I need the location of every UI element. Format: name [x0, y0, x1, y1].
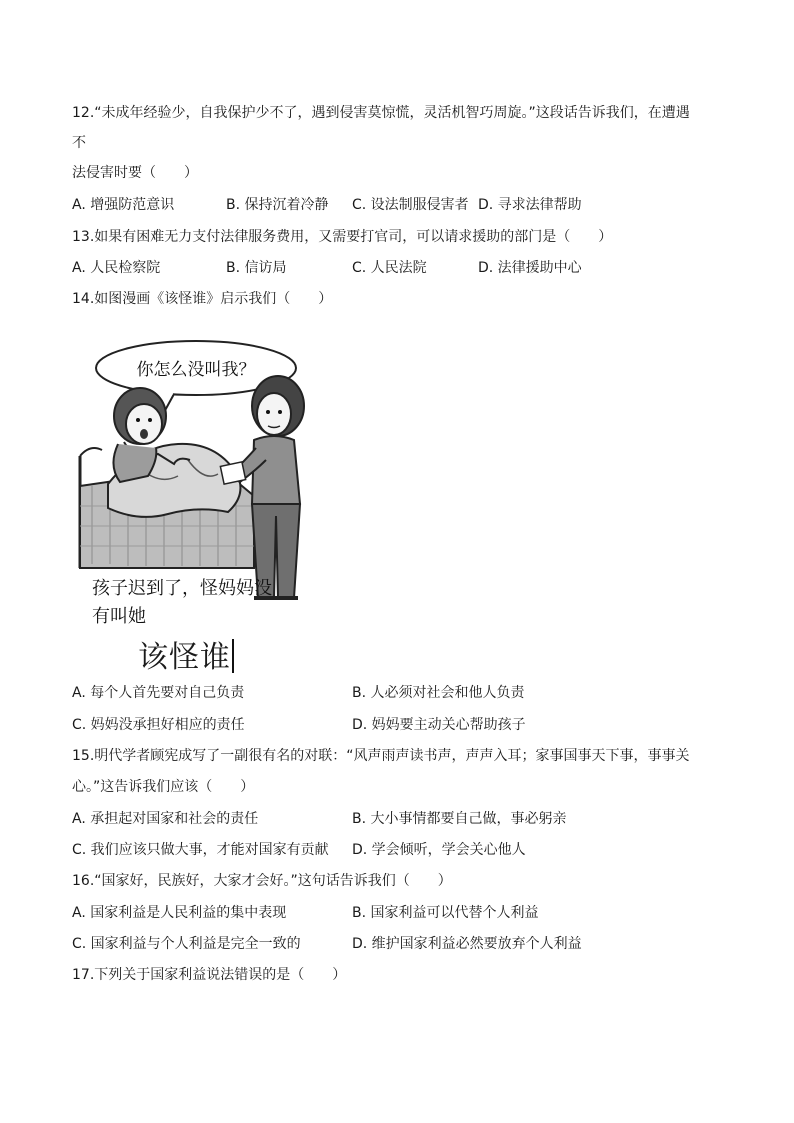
q14-option-a: A. 每个人首先要对自己负责 — [72, 685, 245, 701]
q15-option-a: A. 承担起对国家和社会的责任 — [72, 811, 259, 827]
q12-option-d: D. 寻求法律帮助 — [478, 197, 582, 213]
speech-text: 你怎么没叫我？ — [136, 360, 256, 380]
q12-option-b: B. 保持沉着冷静 — [226, 197, 329, 213]
q13-stem: 13.如果有困难无力支付法律服务费用，又需要打官司，可以请求援助的部门是（ ） — [72, 229, 613, 245]
q16-option-b: B. 国家利益可以代替个人利益 — [352, 905, 539, 921]
q14-option-d: D. 妈妈要主动关心帮助孩子 — [352, 717, 526, 733]
q14-stem: 14.如图漫画《该怪谁》启示我们（ ） — [72, 291, 333, 307]
q12-option-a: A. 增强防范意识 — [72, 197, 175, 213]
q13-option-b: B. 信访局 — [226, 260, 287, 276]
cartoon-caption-line2: 有叫她 — [92, 606, 146, 627]
cartoon-illustration — [78, 336, 320, 632]
q16-option-c: C. 国家利益与个人利益是完全一致的 — [72, 936, 301, 952]
q15-stem-line1: 15.明代学者顾宪成写了一副很有名的对联：“风声雨声读书声，声声入耳；家事国事天下事，事事关 — [72, 748, 690, 764]
q16-option-d: D. 维护国家利益必然要放弃个人利益 — [352, 936, 582, 952]
q15-option-c: C. 我们应该只做大事，才能对国家有贡献 — [72, 842, 329, 858]
q15-option-d: D. 学会倾听，学会关心他人 — [352, 842, 526, 858]
q14-option-c: C. 妈妈没承担好相应的责任 — [72, 717, 245, 733]
q12-stem-line2: 不 — [72, 135, 86, 151]
q16-stem: 16.“国家好，民族好，大家才会好。”这句话告诉我们（ ） — [72, 873, 452, 889]
q15-stem-line2: 心。”这告诉我们应该（ ） — [72, 779, 255, 795]
q14-option-b: B. 人必须对社会和他人负责 — [352, 685, 525, 701]
q12-stem-line1: 12.“未成年经验少，自我保护少不了，遇到侵害莫惊慌，灵活机智巧周旋。”这段话告诉我们，在遭遇 — [72, 105, 690, 121]
cartoon-title — [138, 638, 234, 678]
cartoon-caption-line1: 孩子迟到了，怪妈妈没 — [92, 578, 272, 599]
q13-option-a: A. 人民检察院 — [72, 260, 161, 276]
q12-stem-line3: 法侵害时要（ ） — [72, 165, 198, 181]
q13-option-d: D. 法律援助中心 — [478, 260, 582, 276]
q15-option-b: B. 大小事情都要自己做，事必躬亲 — [352, 811, 567, 827]
bed-drawing — [80, 444, 254, 568]
q13-option-c: C. 人民法院 — [352, 260, 427, 276]
text-cursor — [232, 639, 234, 673]
q16-option-a: A. 国家利益是人民利益的集中表现 — [72, 905, 287, 921]
cartoon-title-text: 该怪谁 — [138, 640, 231, 675]
q12-option-c: C. 设法制服侵害者 — [352, 197, 469, 213]
q17-stem: 17.下列关于国家利益说法错误的是（ ） — [72, 967, 347, 983]
